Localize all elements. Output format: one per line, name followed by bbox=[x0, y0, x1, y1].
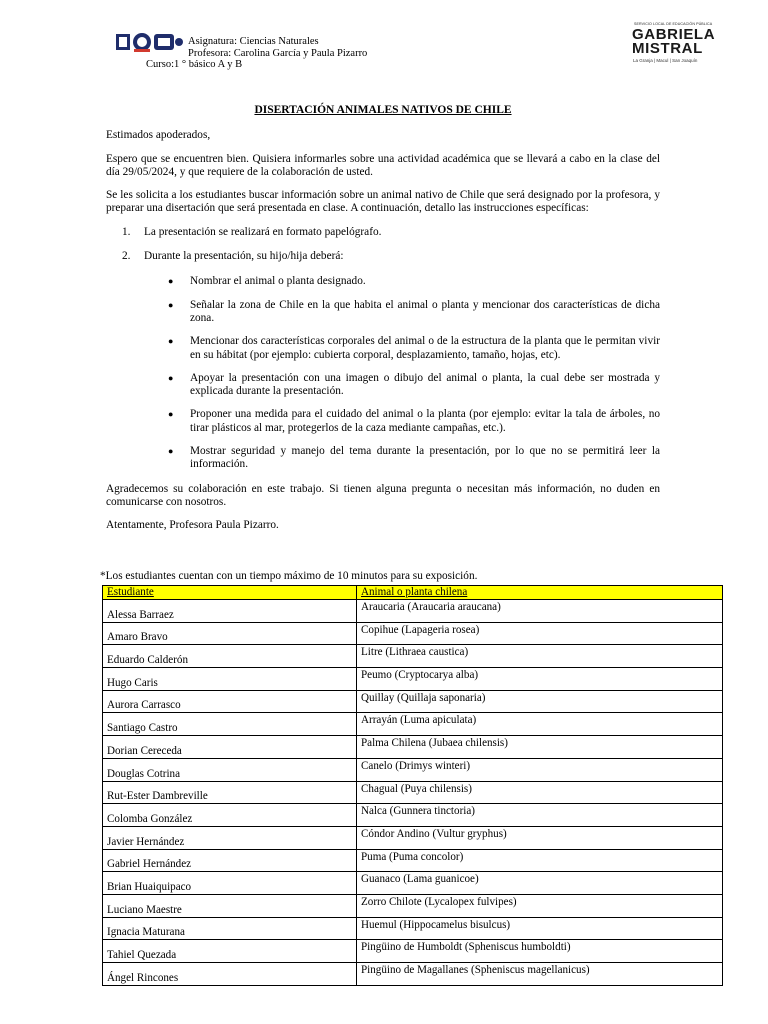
numbered-item bbox=[106, 250, 660, 472]
student-cell: Alessa Barraez bbox=[103, 600, 357, 623]
header-species: Animal o planta chilena bbox=[357, 586, 723, 600]
species-cell: Palma Chilena (Jubaea chilensis) bbox=[357, 736, 723, 759]
table-row bbox=[103, 781, 723, 804]
greeting: Estimados apoderados, bbox=[106, 129, 211, 142]
student-cell: Dorian Cereceda bbox=[103, 736, 357, 759]
student-cell: Luciano Maestre bbox=[103, 894, 357, 917]
bullet-icon: ● bbox=[168, 372, 174, 383]
species-cell: Cóndor Andino (Vultur gryphus) bbox=[357, 826, 723, 849]
numbered-item bbox=[106, 226, 660, 239]
bullet-icon: ● bbox=[168, 446, 174, 457]
table-row bbox=[103, 940, 723, 963]
student-cell: Tahiel Quezada bbox=[103, 940, 357, 963]
student-cell: Colomba González bbox=[103, 804, 357, 827]
bullet-list bbox=[144, 275, 660, 471]
letter-body bbox=[106, 100, 660, 543]
table-row bbox=[103, 917, 723, 940]
table-body bbox=[103, 600, 723, 986]
header-info bbox=[146, 36, 368, 71]
student-cell: Amaro Bravo bbox=[103, 622, 357, 645]
table-header-row bbox=[103, 586, 723, 600]
student-cell: Eduardo Calderón bbox=[103, 645, 357, 668]
logo-top-text: SERVICIO LOCAL DE EDUCACIÓN PÚBLICA bbox=[634, 22, 713, 26]
table-row bbox=[103, 963, 723, 986]
species-cell: Guanaco (Lama guanicoe) bbox=[357, 872, 723, 895]
species-cell: Araucaria (Araucaria araucana) bbox=[357, 600, 723, 623]
table-row bbox=[103, 668, 723, 691]
time-note: *Los estudiantes cuentan con un tiempo máximo de 10 minutos para su exposición. bbox=[100, 570, 478, 582]
table-row bbox=[103, 736, 723, 759]
table-row bbox=[103, 804, 723, 827]
item-number: 2. bbox=[122, 250, 131, 263]
species-cell: Canelo (Drimys winteri) bbox=[357, 758, 723, 781]
table-row bbox=[103, 826, 723, 849]
table-row bbox=[103, 872, 723, 895]
species-cell: Huemul (Hippocamelus bisulcus) bbox=[357, 917, 723, 940]
student-cell: Javier Hernández bbox=[103, 826, 357, 849]
table-row bbox=[103, 600, 723, 623]
bullet-item: ● Proponer una medida para el cuidado del animal o la planta (por ejemplo: evitar la tala de árboles, no tirar plásticos al mar, protegerlos de la caza mediante campañas, etc.). bbox=[168, 408, 660, 434]
species-cell: Puma (Puma concolor) bbox=[357, 849, 723, 872]
table-row bbox=[103, 713, 723, 736]
table-row bbox=[103, 894, 723, 917]
document-header bbox=[0, 0, 768, 80]
teachers-line: Profesora: Carolina García y Paula Pizarro bbox=[188, 47, 368, 59]
document-title: DISERTACIÓN ANIMALES NATIVOS DE CHILE bbox=[254, 104, 512, 116]
species-cell: Arrayán (Luma apiculata) bbox=[357, 713, 723, 736]
species-cell: Zorro Chilote (Lycalopex fulvipes) bbox=[357, 894, 723, 917]
student-cell: Brian Huaiquipaco bbox=[103, 872, 357, 895]
paragraph-2: Se les solicita a los estudiantes buscar información sobre un animal nativo de Chile que será designado por la profesora, y preparar una disertación que será presentada en clase. A continuación, detallo las instrucciones específicas: bbox=[106, 189, 660, 215]
gabriela-mistral-logo bbox=[630, 22, 742, 66]
species-cell: Litre (Lithraea caustica) bbox=[357, 645, 723, 668]
item-text: La presentación se realizará en formato papelógrafo. bbox=[144, 225, 382, 238]
species-cell: Copihue (Lapageria rosea) bbox=[357, 622, 723, 645]
species-cell: Peumo (Cryptocarya alba) bbox=[357, 668, 723, 691]
header-student: Estudiante bbox=[103, 586, 357, 600]
student-cell: Rut-Ester Dambreville bbox=[103, 781, 357, 804]
item-text: Durante la presentación, su hijo/hija deberá: bbox=[144, 250, 344, 263]
table-row bbox=[103, 622, 723, 645]
table-row bbox=[103, 690, 723, 713]
bullet-item: ● Apoyar la presentación con una imagen o dibujo del animal o planta, la cual debe ser mostrada y explicada durante la presentación. bbox=[168, 371, 660, 398]
student-cell: Hugo Caris bbox=[103, 668, 357, 691]
bullet-icon: ● bbox=[168, 276, 174, 287]
signoff: Atentamente, Profesora Paula Pizarro. bbox=[106, 519, 279, 532]
student-cell: Santiago Castro bbox=[103, 713, 357, 736]
logo-line1: GABRIELA bbox=[632, 26, 716, 43]
table-row bbox=[103, 645, 723, 668]
logo-line2: MISTRAL bbox=[632, 40, 703, 57]
bullet-item: ● Mostrar seguridad y manejo del tema durante la presentación, por lo que no se permitirá leer la información. bbox=[168, 445, 660, 471]
species-cell: Pingüino de Magallanes (Spheniscus magellanicus) bbox=[357, 963, 723, 986]
numbered-list bbox=[106, 226, 660, 472]
species-cell: Quillay (Quillaja saponaria) bbox=[357, 690, 723, 713]
school-logo-icon bbox=[116, 31, 184, 53]
bullet-icon: ● bbox=[168, 409, 174, 420]
logo-subtext: La Granja | Macul | San Joaquín bbox=[633, 58, 698, 63]
assignment-table bbox=[102, 585, 723, 986]
bullet-item: ● Señalar la zona de Chile en la que habita el animal o planta y mencionar dos características de dicha zona. bbox=[168, 298, 660, 324]
student-cell: Douglas Cotrina bbox=[103, 758, 357, 781]
species-cell: Nalca (Gunnera tinctoria) bbox=[357, 804, 723, 827]
student-cell: Ignacia Maturana bbox=[103, 917, 357, 940]
student-cell: Aurora Carrasco bbox=[103, 690, 357, 713]
species-cell: Pingüino de Humboldt (Spheniscus humboldti) bbox=[357, 940, 723, 963]
course-line: Curso:1 ° básico A y B bbox=[146, 59, 243, 70]
paragraph-1: Espero que se encuentren bien. Quisiera informarles sobre una actividad académica que se llevará a cabo en la clase del día 29/05/2024, y que requiere de la colaboración de usted. bbox=[106, 152, 660, 178]
bullet-item: ● Mencionar dos características corporales del animal o de la estructura de la planta que le permitan vivir en su hábitat (por ejemplo: cubierta corporal, desplazamiento, tamaño, hojas, etc). bbox=[168, 335, 660, 361]
item-number: 1. bbox=[122, 225, 131, 238]
paragraph-3: Agradecemos su colaboración en este trabajo. Si tienen alguna pregunta o necesitan más información, no duden en comunicarse con nosotros. bbox=[106, 482, 660, 508]
bullet-icon: ● bbox=[168, 336, 174, 347]
table-row bbox=[103, 849, 723, 872]
subject-line: Asignatura: Ciencias Naturales bbox=[188, 36, 319, 47]
student-cell: Gabriel Hernández bbox=[103, 849, 357, 872]
species-cell: Chagual (Puya chilensis) bbox=[357, 781, 723, 804]
bullet-item: ● Nombrar el animal o planta designado. bbox=[168, 275, 366, 288]
student-cell: Ángel Rincones bbox=[103, 963, 357, 986]
table-row bbox=[103, 758, 723, 781]
bullet-icon: ● bbox=[168, 299, 174, 310]
